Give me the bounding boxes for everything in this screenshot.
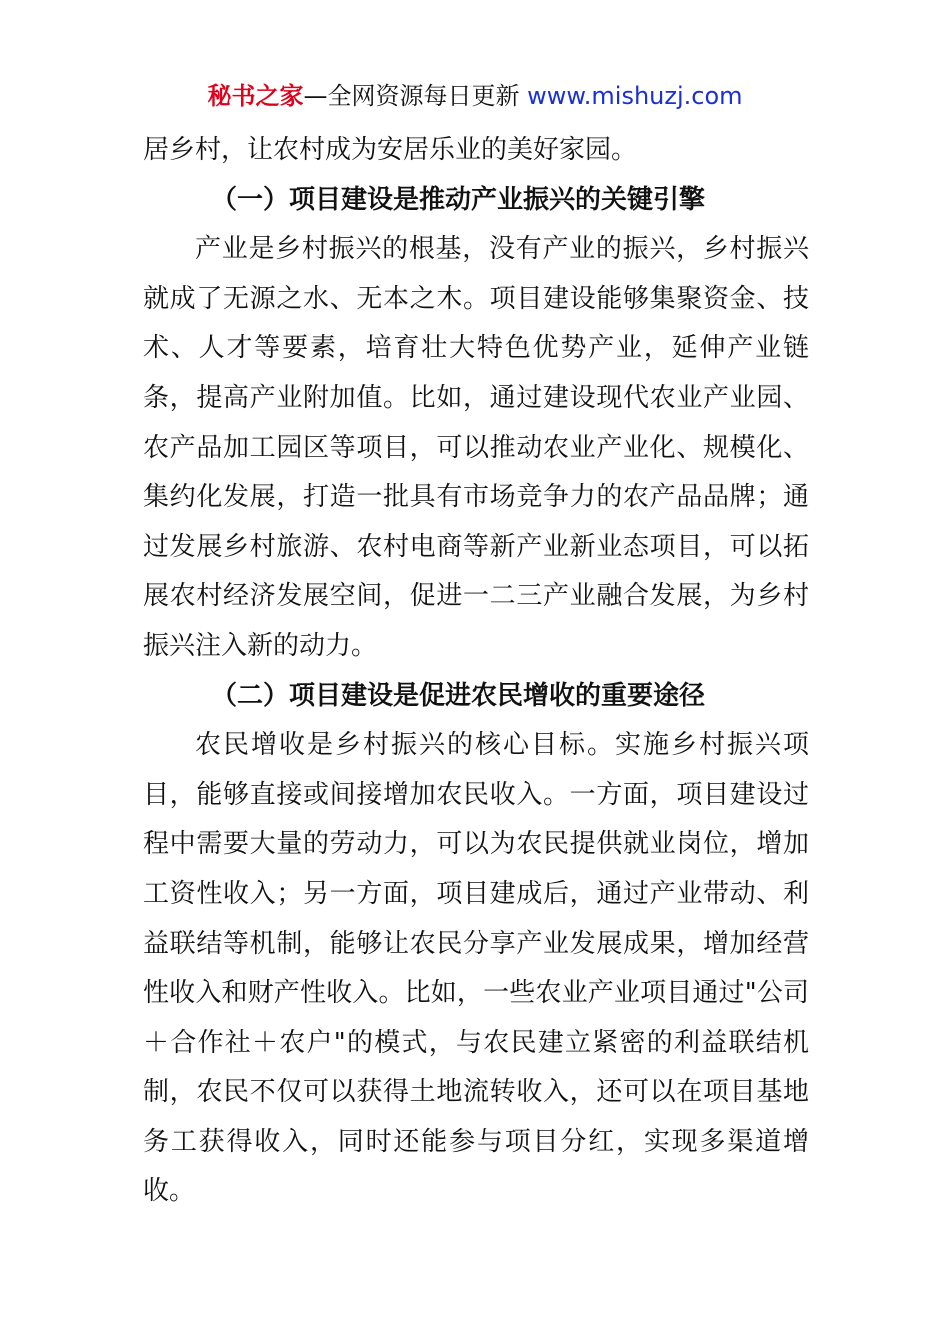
paragraph-line: 就成了无源之水、无本之木。项目建设能够集聚资金、技 <box>143 283 809 314</box>
brand-name: 秘书之家 <box>207 82 304 110</box>
paragraph-line: ＋合作社＋农户"的模式，与农民建立紧密的利益联结机 <box>143 1027 809 1058</box>
paragraph-line: 展农村经济发展空间，促进一二三产业融合发展，为乡村 <box>143 581 809 612</box>
paragraph-line: 益联结等机制，能够让农民分享产业发展成果，增加经营 <box>143 928 809 959</box>
paragraph-line: 居乡村，让农村成为安居乐业的美好家园。 <box>143 135 638 165</box>
document-body <box>143 126 809 1217</box>
paragraph-line: 程中需要大量的劳动力，可以为农民提供就业岗位，增加 <box>143 829 809 860</box>
paragraph-line: 振兴注入新的动力。 <box>143 630 378 661</box>
paragraph-line: 产业是乡村振兴的根基，没有产业的振兴，乡村振兴 <box>195 234 809 265</box>
site-url[interactable]: www.mishuzj.com <box>527 82 743 110</box>
site-header <box>0 78 950 114</box>
paragraph-line: 条，提高产业附加值。比如，通过建设现代农业产业园、 <box>143 382 809 413</box>
header-tagline: —全网资源每日更新 <box>303 82 520 110</box>
paragraph-line: 过发展乡村旅游、农村电商等新产业新业态项目，可以拓 <box>143 531 809 562</box>
paragraph-line: 术、人才等要素，培育壮大特色优势产业，延伸产业链 <box>143 333 809 364</box>
paragraph-line: 农产品加工园区等项目，可以推动农业产业化、规模化、 <box>143 432 809 463</box>
paragraph-line: 目，能够直接或间接增加农民收入。一方面，项目建设过 <box>143 779 809 810</box>
paragraph-line: 性收入和财产性收入。比如，一些农业产业项目通过"公司 <box>143 978 809 1009</box>
paragraph-line: 集约化发展，打造一批具有市场竞争力的农产品品牌；通 <box>143 482 809 513</box>
paragraph-line: 制，农民不仅可以获得土地流转收入，还可以在项目基地 <box>143 1077 809 1108</box>
paragraph-line: 工资性收入；另一方面，项目建成后，通过产业带动、利 <box>143 878 809 909</box>
paragraph-line: 务工获得收入，同时还能参与项目分红，实现多渠道增 <box>143 1126 809 1157</box>
section-heading-2: （二）项目建设是促进农民增收的重要途径 <box>211 680 706 711</box>
paragraph-line: 收。 <box>143 1176 196 1207</box>
section-heading-1: （一）项目建设是推动产业振兴的关键引擎 <box>211 184 706 215</box>
paragraph-line: 农民增收是乡村振兴的核心目标。实施乡村振兴项 <box>195 730 809 761</box>
